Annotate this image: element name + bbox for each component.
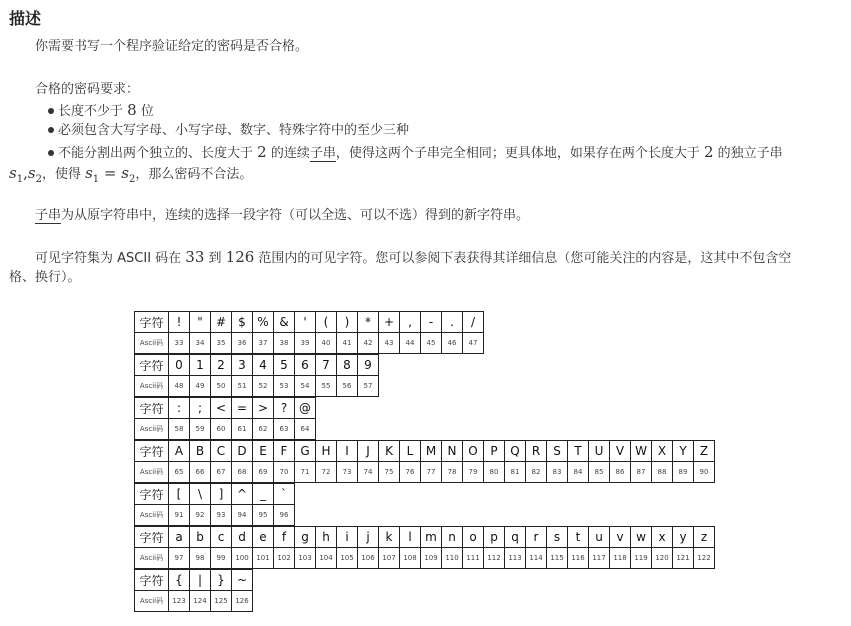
char-cell: A xyxy=(169,441,190,462)
code-cell: 42 xyxy=(358,333,379,354)
bullet-text: 的连续 xyxy=(266,146,310,161)
bullet-text: 必须包含大写字母、小写字母、数字、特殊字符中的至少三种 xyxy=(58,123,410,138)
code-cell: 120 xyxy=(652,548,673,569)
code-cell: 108 xyxy=(400,548,421,569)
code-cell: 38 xyxy=(274,333,295,354)
code-cell: 99 xyxy=(211,548,232,569)
char-cell: 7 xyxy=(316,355,337,376)
code-cell: 53 xyxy=(274,376,295,397)
char-cell: r xyxy=(526,527,547,548)
char-cell: : xyxy=(169,398,190,419)
char-cell: I xyxy=(337,441,358,462)
char-cell: ] xyxy=(211,484,232,505)
code-cell: 74 xyxy=(358,462,379,483)
char-cell: ( xyxy=(316,312,337,333)
code-cell: 69 xyxy=(253,462,274,483)
char-cell: D xyxy=(232,441,253,462)
bullet-text: 长度不少于 xyxy=(58,104,128,119)
char-cell: b xyxy=(190,527,211,548)
code-cell: 80 xyxy=(484,462,505,483)
code-header: Ascii码 xyxy=(135,505,169,526)
code-cell: 110 xyxy=(442,548,463,569)
char-cell: H xyxy=(316,441,337,462)
char-header: 字符 xyxy=(135,398,169,419)
char-cell: X xyxy=(652,441,673,462)
bullet-dot-icon xyxy=(48,127,54,133)
char-cell: e xyxy=(253,527,274,548)
char-cell: ; xyxy=(190,398,211,419)
code-cell: 41 xyxy=(337,333,358,354)
char-cell: S xyxy=(547,441,568,462)
char-cell: 0 xyxy=(169,355,190,376)
bullet-length xyxy=(48,101,154,121)
char-cell: L xyxy=(400,441,421,462)
bullet-text: 位 xyxy=(136,104,154,119)
bullet-dot-icon xyxy=(48,150,54,156)
char-cell: O xyxy=(463,441,484,462)
code-cell: 34 xyxy=(190,333,211,354)
code-cell: 84 xyxy=(568,462,589,483)
requirements-heading: 合格的密码要求： xyxy=(35,82,140,97)
ascii-table-group xyxy=(134,440,715,483)
code-cell: 55 xyxy=(316,376,337,397)
section-title: 描述 xyxy=(9,9,42,28)
math-equation: $s_1 = s_2$ xyxy=(85,164,136,185)
code-cell: 113 xyxy=(505,548,526,569)
char-header: 字符 xyxy=(135,355,169,376)
char-cell: U xyxy=(589,441,610,462)
code-cell: 119 xyxy=(631,548,652,569)
bullet-substring-rule xyxy=(48,143,783,163)
code-header: Ascii码 xyxy=(135,548,169,569)
char-cell: 2 xyxy=(211,355,232,376)
ascii-table-group xyxy=(134,311,484,354)
char-cell: a xyxy=(169,527,190,548)
code-header: Ascii码 xyxy=(135,462,169,483)
char-cell: V xyxy=(610,441,631,462)
char-cell: > xyxy=(253,398,274,419)
code-cell: 102 xyxy=(274,548,295,569)
char-header: 字符 xyxy=(135,527,169,548)
definition-text: 为从原字符串中，连续的选择一段字符（可以全选、可以不选）得到的新字符串。 xyxy=(61,208,530,223)
code-cell: 77 xyxy=(421,462,442,483)
code-cell: 39 xyxy=(295,333,316,354)
char-cell: g xyxy=(295,527,316,548)
char-cell: q xyxy=(505,527,526,548)
char-cell: i xyxy=(337,527,358,548)
char-cell: p xyxy=(484,527,505,548)
code-cell: 45 xyxy=(421,333,442,354)
code-cell: 91 xyxy=(169,505,190,526)
char-cell: / xyxy=(463,312,484,333)
code-header: Ascii码 xyxy=(135,333,169,354)
char-cell: N xyxy=(442,441,463,462)
char-cell: R xyxy=(526,441,547,462)
substring-definition xyxy=(35,207,529,225)
code-cell: 121 xyxy=(673,548,694,569)
code-header: Ascii码 xyxy=(135,376,169,397)
code-cell: 46 xyxy=(442,333,463,354)
code-cell: 48 xyxy=(169,376,190,397)
code-cell: 104 xyxy=(316,548,337,569)
char-cell: B xyxy=(190,441,211,462)
char-cell: ~ xyxy=(232,570,253,591)
code-cell: 79 xyxy=(463,462,484,483)
char-cell: 9 xyxy=(358,355,379,376)
bullet-text: 的独立子串 xyxy=(713,146,783,161)
code-cell: 85 xyxy=(589,462,610,483)
char-cell: 5 xyxy=(274,355,295,376)
code-cell: 95 xyxy=(253,505,274,526)
char-cell: J xyxy=(358,441,379,462)
code-cell: 72 xyxy=(316,462,337,483)
code-cell: 51 xyxy=(232,376,253,397)
bullet-substring-rule-cont xyxy=(9,164,252,189)
bullet-text: ，使得这两个子串完全相同；更具体地，如果存在两个长度大于 xyxy=(335,146,704,161)
char-cell: o xyxy=(463,527,484,548)
code-cell: 100 xyxy=(232,548,253,569)
char-cell: | xyxy=(190,570,211,591)
char-cell: = xyxy=(232,398,253,419)
code-cell: 106 xyxy=(358,548,379,569)
char-cell: 6 xyxy=(295,355,316,376)
char-cell: T xyxy=(568,441,589,462)
code-cell: 115 xyxy=(547,548,568,569)
char-cell: " xyxy=(190,312,211,333)
char-cell: 4 xyxy=(253,355,274,376)
code-cell: 88 xyxy=(652,462,673,483)
code-cell: 98 xyxy=(190,548,211,569)
code-cell: 37 xyxy=(253,333,274,354)
char-cell: s xyxy=(547,527,568,548)
char-cell: Y xyxy=(673,441,694,462)
char-cell: 3 xyxy=(232,355,253,376)
code-cell: 103 xyxy=(295,548,316,569)
char-cell: , xyxy=(400,312,421,333)
char-cell: ^ xyxy=(232,484,253,505)
char-cell: < xyxy=(211,398,232,419)
code-cell: 44 xyxy=(400,333,421,354)
code-cell: 107 xyxy=(379,548,400,569)
code-cell: 43 xyxy=(379,333,400,354)
bullet-text: 不能分割出两个独立的、长度大于 xyxy=(58,146,258,161)
code-cell: 124 xyxy=(190,591,211,612)
char-cell: _ xyxy=(253,484,274,505)
code-cell: 118 xyxy=(610,548,631,569)
char-cell: M xyxy=(421,441,442,462)
code-cell: 47 xyxy=(463,333,484,354)
char-cell: - xyxy=(421,312,442,333)
code-cell: 83 xyxy=(547,462,568,483)
char-cell: v xyxy=(610,527,631,548)
code-cell: 96 xyxy=(274,505,295,526)
char-cell: [ xyxy=(169,484,190,505)
char-cell: u xyxy=(589,527,610,548)
code-cell: 68 xyxy=(232,462,253,483)
code-cell: 123 xyxy=(169,591,190,612)
code-cell: 111 xyxy=(463,548,484,569)
code-cell: 49 xyxy=(190,376,211,397)
char-cell: C xyxy=(211,441,232,462)
code-cell: 75 xyxy=(379,462,400,483)
char-cell: x xyxy=(652,527,673,548)
code-cell: 58 xyxy=(169,419,190,440)
char-cell: d xyxy=(232,527,253,548)
code-cell: 90 xyxy=(694,462,715,483)
char-cell: # xyxy=(211,312,232,333)
char-cell: ) xyxy=(337,312,358,333)
char-cell: \ xyxy=(190,484,211,505)
code-cell: 56 xyxy=(337,376,358,397)
char-cell: G xyxy=(295,441,316,462)
substring-link[interactable]: 子串 xyxy=(309,146,336,161)
char-cell: y xyxy=(673,527,694,548)
char-cell: t xyxy=(568,527,589,548)
substring-term: 子串 xyxy=(35,208,62,223)
code-cell: 86 xyxy=(610,462,631,483)
code-cell: 66 xyxy=(190,462,211,483)
char-cell: & xyxy=(274,312,295,333)
char-cell: 1 xyxy=(190,355,211,376)
char-cell: F xyxy=(274,441,295,462)
code-cell: 122 xyxy=(694,548,715,569)
char-header: 字符 xyxy=(135,441,169,462)
char-cell: $ xyxy=(232,312,253,333)
code-cell: 36 xyxy=(232,333,253,354)
code-cell: 54 xyxy=(295,376,316,397)
code-cell: 65 xyxy=(169,462,190,483)
char-cell: h xyxy=(316,527,337,548)
code-cell: 82 xyxy=(526,462,547,483)
ascii-table-group xyxy=(134,397,316,440)
char-cell: 8 xyxy=(337,355,358,376)
char-cell: ' xyxy=(295,312,316,333)
code-cell: 93 xyxy=(211,505,232,526)
char-cell: Z xyxy=(694,441,715,462)
code-cell: 70 xyxy=(274,462,295,483)
ascii-table-group xyxy=(134,526,715,569)
math-number: 2 xyxy=(257,143,267,161)
char-cell: % xyxy=(253,312,274,333)
code-cell: 94 xyxy=(232,505,253,526)
char-cell: k xyxy=(379,527,400,548)
ascii-table-group xyxy=(134,569,253,612)
code-cell: 63 xyxy=(274,419,295,440)
code-cell: 67 xyxy=(211,462,232,483)
char-cell: E xyxy=(253,441,274,462)
char-cell: ` xyxy=(274,484,295,505)
char-cell: c xyxy=(211,527,232,548)
char-cell: j xyxy=(358,527,379,548)
char-cell: z xyxy=(694,527,715,548)
code-cell: 40 xyxy=(316,333,337,354)
bullet-text: ，那么密码不合法。 xyxy=(135,167,253,182)
char-cell: + xyxy=(379,312,400,333)
math-s1-s2: $s_1,s_2$ xyxy=(9,164,42,185)
code-cell: 101 xyxy=(253,548,274,569)
char-cell: f xyxy=(274,527,295,548)
code-header: Ascii码 xyxy=(135,591,169,612)
char-cell: K xyxy=(379,441,400,462)
char-header: 字符 xyxy=(135,570,169,591)
code-cell: 35 xyxy=(211,333,232,354)
char-cell: @ xyxy=(295,398,316,419)
visible-charset-text: 可见字符集为 ASCII 码在 33 到 126 范围内的可见字符。您可以参阅下表获得其详细信息（您可能关注的内容是，这其中不包含空 xyxy=(35,248,792,266)
code-cell: 73 xyxy=(337,462,358,483)
bullet-char-types xyxy=(48,122,409,140)
ascii-table-group xyxy=(134,483,295,526)
char-header: 字符 xyxy=(135,484,169,505)
code-header: Ascii码 xyxy=(135,419,169,440)
code-cell: 76 xyxy=(400,462,421,483)
char-cell: W xyxy=(631,441,652,462)
char-cell: w xyxy=(631,527,652,548)
code-cell: 126 xyxy=(232,591,253,612)
visible-charset-text-cont: 格、换行）。 xyxy=(9,270,81,285)
code-cell: 97 xyxy=(169,548,190,569)
code-cell: 33 xyxy=(169,333,190,354)
char-cell: m xyxy=(421,527,442,548)
code-cell: 114 xyxy=(526,548,547,569)
char-cell: Q xyxy=(505,441,526,462)
code-cell: 112 xyxy=(484,548,505,569)
code-cell: 78 xyxy=(442,462,463,483)
math-number: 8 xyxy=(127,101,137,119)
char-header: 字符 xyxy=(135,312,169,333)
bullet-dot-icon xyxy=(48,108,54,114)
code-cell: 59 xyxy=(190,419,211,440)
code-cell: 60 xyxy=(211,419,232,440)
math-number: 2 xyxy=(703,143,714,161)
char-cell: n xyxy=(442,527,463,548)
code-cell: 57 xyxy=(358,376,379,397)
bullet-text: ，使得 xyxy=(41,167,86,182)
char-cell: * xyxy=(358,312,379,333)
code-cell: 52 xyxy=(253,376,274,397)
code-cell: 64 xyxy=(295,419,316,440)
code-cell: 71 xyxy=(295,462,316,483)
code-cell: 89 xyxy=(673,462,694,483)
code-cell: 105 xyxy=(337,548,358,569)
intro-text: 你需要书写一个程序验证给定的密码是否合格。 xyxy=(35,39,309,54)
char-cell: P xyxy=(484,441,505,462)
code-cell: 61 xyxy=(232,419,253,440)
code-cell: 116 xyxy=(568,548,589,569)
char-cell: } xyxy=(211,570,232,591)
char-cell: ! xyxy=(169,312,190,333)
code-cell: 87 xyxy=(631,462,652,483)
code-cell: 92 xyxy=(190,505,211,526)
code-cell: 50 xyxy=(211,376,232,397)
code-cell: 117 xyxy=(589,548,610,569)
char-cell: . xyxy=(442,312,463,333)
ascii-table-group xyxy=(134,354,379,397)
code-cell: 109 xyxy=(421,548,442,569)
code-cell: 81 xyxy=(505,462,526,483)
char-cell: ? xyxy=(274,398,295,419)
char-cell: l xyxy=(400,527,421,548)
char-cell: { xyxy=(169,570,190,591)
code-cell: 125 xyxy=(211,591,232,612)
code-cell: 62 xyxy=(253,419,274,440)
